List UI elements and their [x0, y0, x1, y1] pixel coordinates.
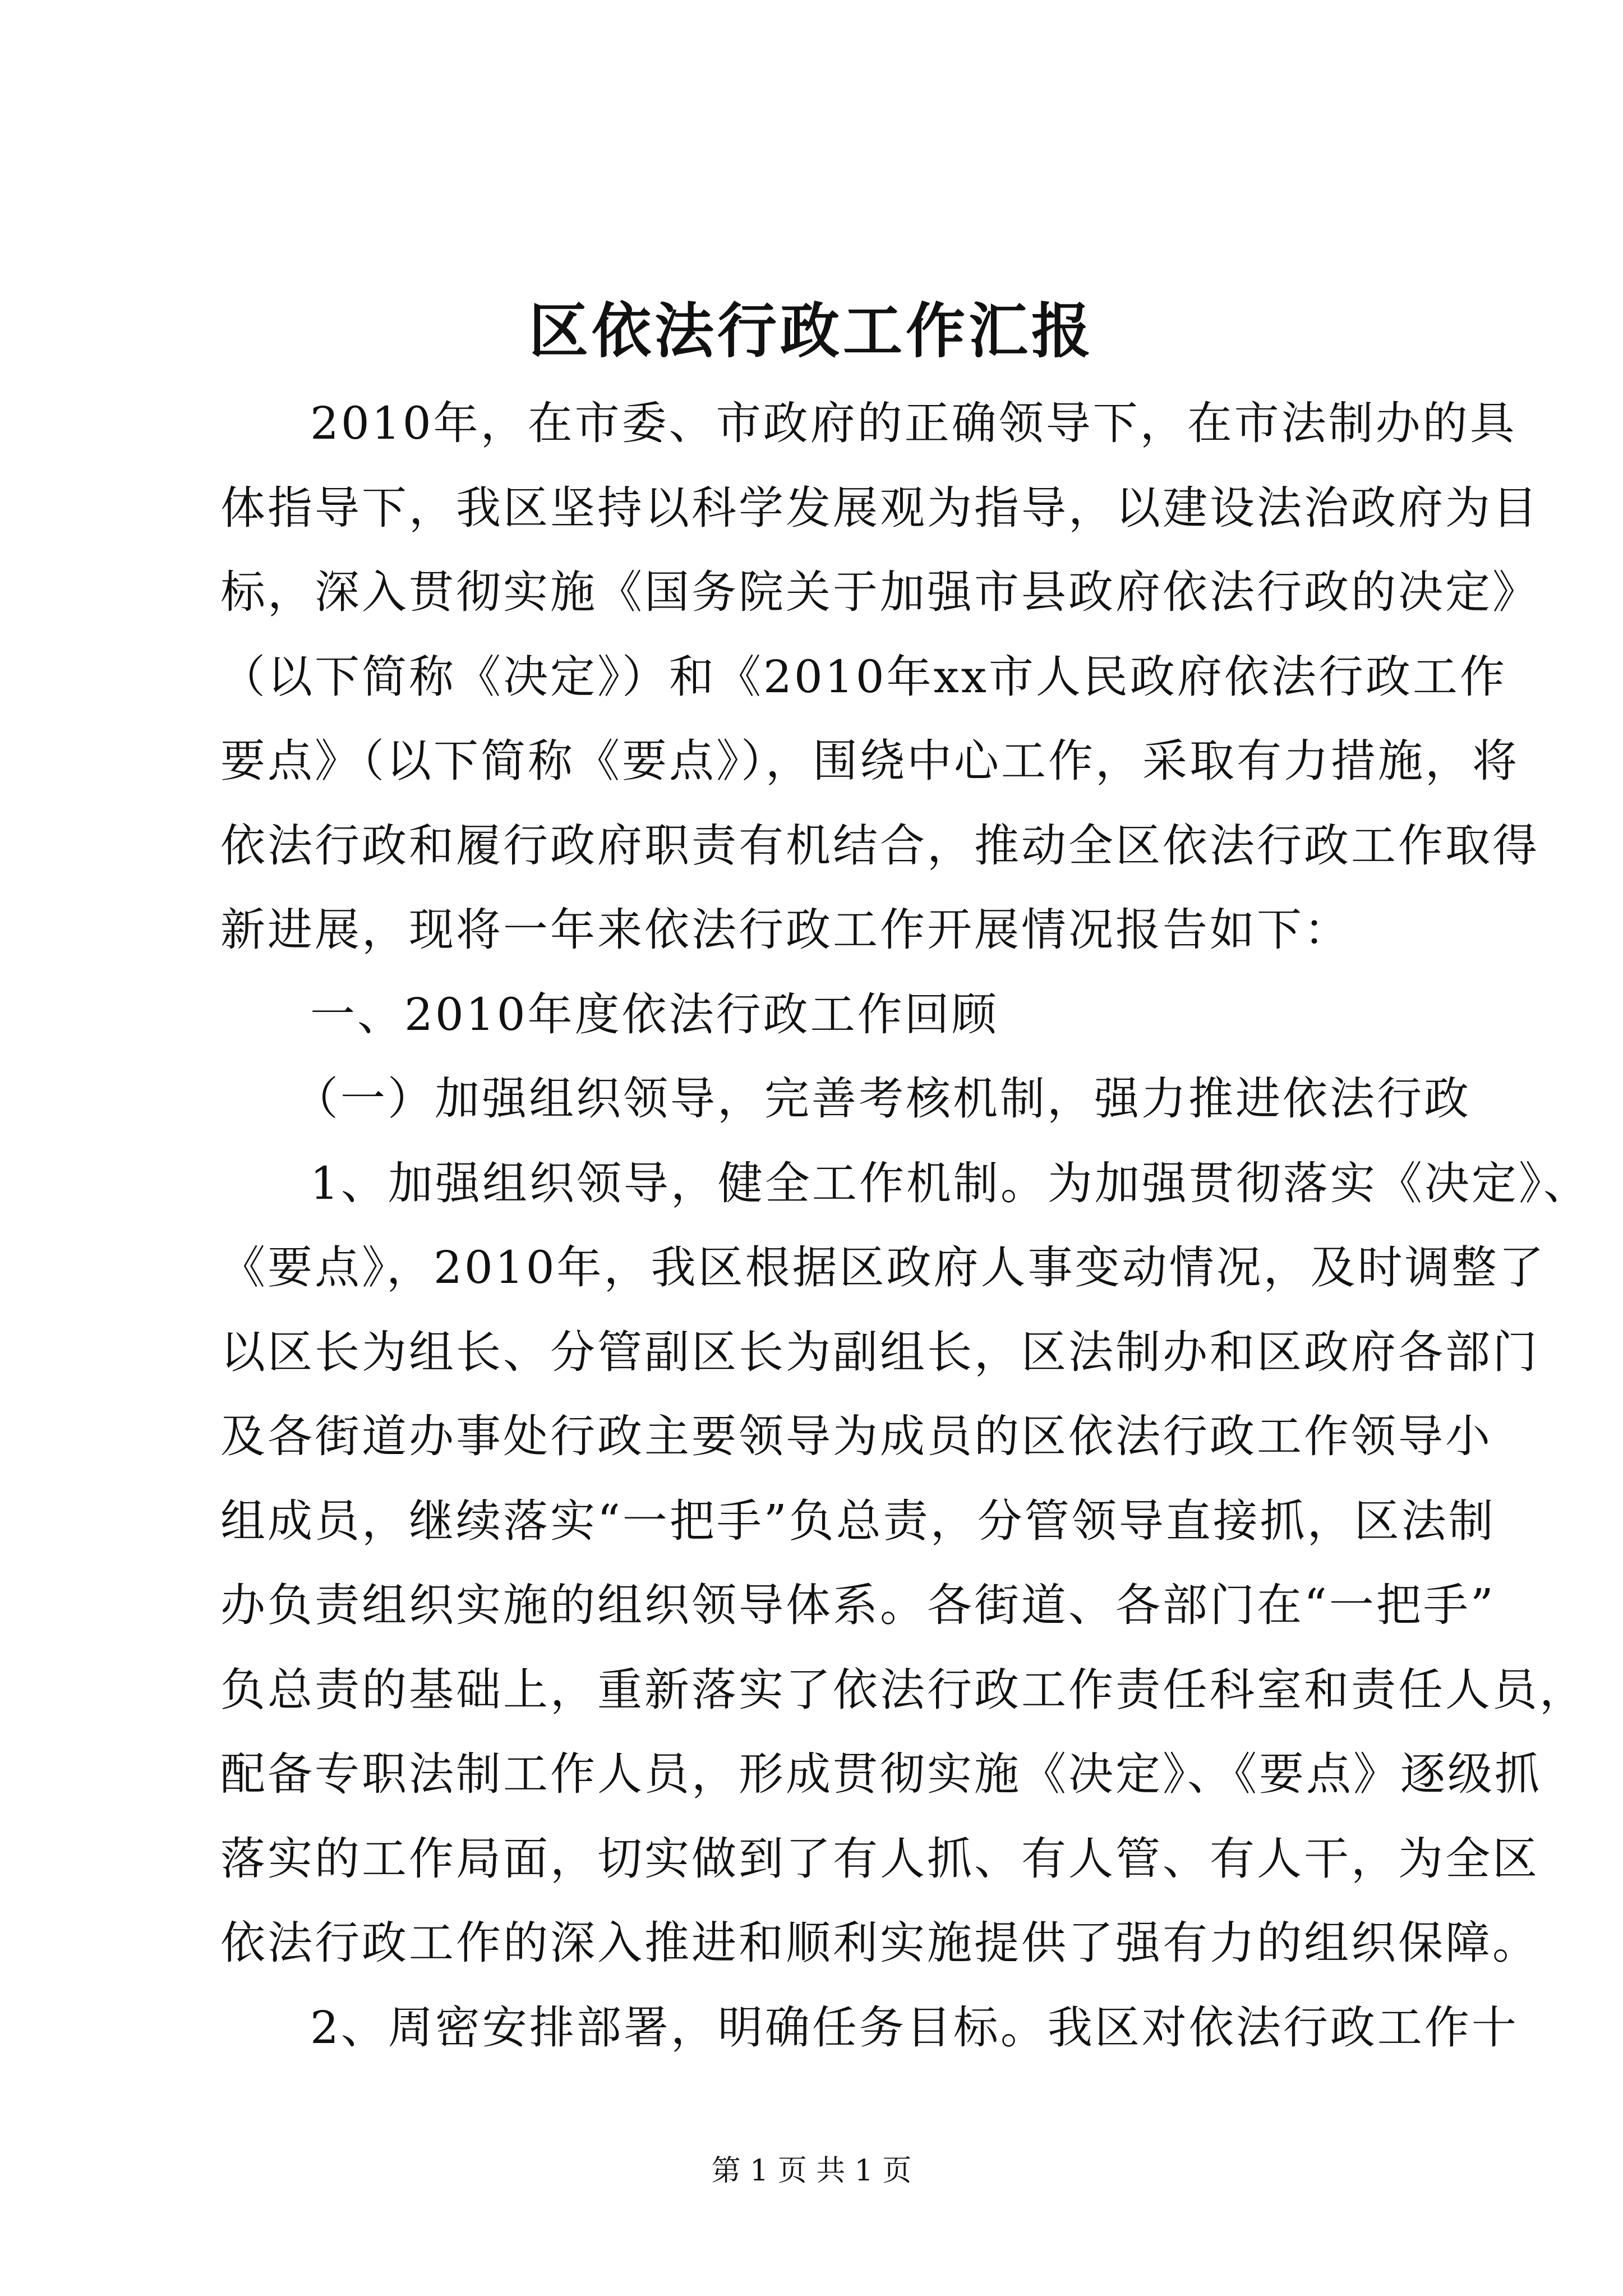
body-line-15: 办负责组织实施的组织领导体系。各街道、各部门在“一把手” [220, 1579, 1496, 1631]
body-line-7: 新进展，现将一年来依法行政工作开展情况报告如下： [220, 904, 1351, 956]
body-line-19: 依法行政工作的深入推进和顺利实施提供了强有力的组织保障。 [220, 1917, 1539, 1969]
body-line-18: 落实的工作局面，切实做到了有人抓、有人管、有人干，为全区 [220, 1832, 1539, 1885]
subsection-heading-1: （一）加强组织领导，完善考核机制，强力推进依法行政 [293, 1073, 1471, 1125]
body-line-4: （以下简称《决定》）和《2010年xx市人民政府依法行政工作 [220, 650, 1507, 703]
body-line-5: 要点》（以下简称《要点》），围绕中心工作，采取有力措施，将 [220, 735, 1519, 787]
document-body [220, 381, 1590, 2070]
body-line-1: 2010年，在市委、市政府的正确领导下，在市法制办的具 [310, 397, 1517, 449]
body-line-3: 标，深入贯彻实施《国务院关于加强市县政府依法行政的决定》 [220, 566, 1539, 618]
document-title: 区依法行政工作汇报 [529, 296, 1094, 366]
body-line-11: 《要点》，2010年，我区根据区政府人事变动情况，及时调整了 [220, 1241, 1546, 1294]
body-line-10: 1、加强组织领导，健全工作机制。为加强贯彻落实《决定》、 [310, 1157, 1590, 1209]
body-line-12: 以区长为组长、分管副区长为副组长，区法制办和区政府各部门 [220, 1326, 1539, 1378]
body-line-17: 配备专职法制工作人员，形成贯彻实施《决定》、《要点》逐级抓 [220, 1748, 1542, 1800]
body-line-20: 2、周密安排部署，明确任务目标。我区对依法行政工作十 [310, 2001, 1519, 2054]
body-line-6: 依法行政和履行政府职责有机结合，推动全区依法行政工作取得 [220, 819, 1539, 872]
page-number-footer: 第 1 页 共 1 页 [711, 2154, 912, 2188]
body-line-13: 及各街道办事处行政主要领导为成员的区依法行政工作领导小 [220, 1410, 1492, 1462]
body-line-14: 组成员，继续落实“一把手”负总责，分管领导直接抓，区法制 [220, 1494, 1496, 1547]
section-heading-1: 一、2010年度依法行政工作回顾 [310, 988, 999, 1041]
body-line-16: 负总责的基础上，重新落实了依法行政工作责任科室和责任人员， [220, 1663, 1587, 1716]
body-line-2: 体指导下，我区坚持以科学发展观为指导，以建设法治政府为目 [220, 481, 1539, 534]
